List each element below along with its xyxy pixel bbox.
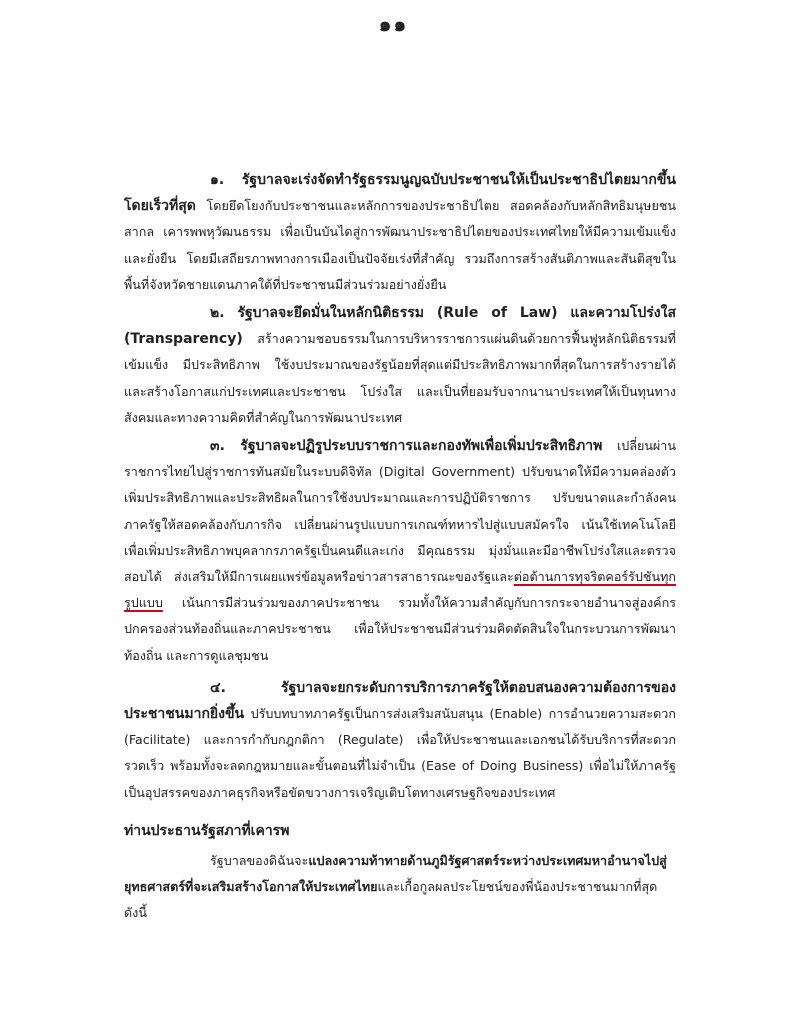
paragraph-4-body: ปรับบทบาทภาครัฐเป็นการส่งเสริมสนับสนุน (Enable) การอำนวยความสะดวก (Facilitate) และการกำกับกฎกติกา (Regulate) เพื่อให้ประชาชนและเอกชนได้รับบริการที่สะดวก รวดเร็ว พร้อมทั้งจะลดกฎหมายและขั้นตอนที่ไม่จำเป็น (Ease of Doing Business) เพื่อไม่ให้ภาครัฐเป็นอุปสรรคของภาคธุรกิจหรือขัดขวางการเจริญเติบโตทางเศรษฐกิจของประเทศ — [124, 706, 676, 800]
paragraph-4-heading: ๔. รัฐบาลจะยกระดับการบริการภาครัฐให้ตอบสนองความต้องการของประชาชนมากยิ่งขึ้น — [124, 679, 676, 723]
paragraph-2-body: สร้างความชอบธรรมในการบริหารราชการแผ่นดินด้วยการฟื้นฟูหลักนิติธรรมที่เข้มแข็ง มีประสิทธิภาพ ใช้งบประมาณของรัฐน้อยที่สุดแต่มีประสิทธิภาพมากที่สุดในการสร้างรายได้และสร้างโอกาสแก่ประเทศและประชาชน โปร่งใส และเป็นที่ยอมรับจากนานาประเทศให้เป็นทุนทางสังคมและทางความคิดที่สำคัญในการพัฒนาประเทศ — [124, 331, 676, 425]
paragraph-4 — [124, 675, 676, 806]
paragraph-3 — [124, 433, 676, 669]
paragraph-2-heading: ๒. รัฐบาลจะยึดมั่นในหลักนิติธรรม (Rule of Law) และความโปร่งใส (Transparency) — [124, 305, 676, 348]
page-number: ๑๑ — [378, 12, 409, 36]
paragraph-2 — [124, 300, 676, 431]
paragraph-1-heading: ๑. รัฐบาลจะเร่งจัดทำรัฐธรรมนูญฉบับประชาชนให้เป็นประชาธิปไตยมากขึ้นโดยเร็วที่สุด — [124, 172, 676, 215]
paragraph-1-body: โดยยึดโยงกับประชาชนและหลักการของประชาธิปไตย สอดคล้องกับหลักสิทธิมนุษยชนสากล เคารพพหุวัฒนธรรม เพื่อเป็นบันไดสู่การพัฒนาประชาธิปไตยของประเทศไทยให้มีความเข้มแข็งและยั่งยืน โดยมีเสถียรภาพทางการเมืองเป็นปัจจัยเร่งที่สำคัญ รวมถึงการสร้างสันติภาพและสันติสุขในพื้นที่จังหวัดชายแดนภาคใต้ที่ประชาชนมีส่วนร่วมอย่างยั่งยืน — [124, 198, 676, 292]
paragraph-3-body-b: เน้นการมีส่วนร่วมของภาคประชาชน รวมทั้งให้ความสำคัญกับการกระจายอำนาจสู่องค์กรปกครองส่วนท้องถิ่นและภาคประชาชน เพื่อให้ประชาชนมีส่วนร่วมคิดตัดสินใจในกระบวนการพัฒนาท้องถิ่น และการดูแลชุมชน — [124, 595, 676, 663]
closing-paragraph — [124, 848, 676, 927]
closing-bold: แปลงความท้าทายด้านภูมิรัฐศาสตร์ระหว่างประเทศมหาอำนาจไปสู่ยุทธศาสตร์ที่จะเสริมสร้างโอกาสให้ประเทศไทย — [124, 853, 667, 895]
address-heading: ท่านประธานรัฐสภาที่เคารพ — [124, 822, 290, 839]
closing-tail: และเกื้อกูลผลประโยชน์ของพี่น้องประชาชนมากที่สุด ดังนี้ — [124, 879, 658, 921]
paragraph-3-body-a: เปลี่ยนผ่านราชการไทยไปสู่ราชการทันสมัยในระบบดิจิทัล (Digital Government) ปรับขนาดให้มีความคล่องตัว เพิ่มประสิทธิภาพและประสิทธิผลในการใช้งบประมาณและการปฏิบัติราชการ ปรับขนาดและกำลังคนภาครัฐให้สอดคล้องกับภารกิจ เปลี่ยนผ่านรูปแบบการเกณฑ์ทหารไปสู่แบบสมัครใจ เน้นใช้เทคโนโลยีเพื่อเพิ่มประสิทธิภาพบุคลากรภาครัฐเป็นคนดีและเก่ง มีคุณธรรม มุ่งมั่นและมีอาชีพโปร่งใสและตรวจสอบได้ ส่งเสริมให้มีการเผยแพร่ข้อมูลหรือข่าวสารสาธารณะของรัฐและ — [124, 438, 676, 585]
closing-lead: รัฐบาลของดิฉันจะ — [210, 853, 309, 869]
paragraph-1 — [124, 167, 676, 298]
document-body — [124, 167, 676, 927]
anti-corruption-highlight: ต่อต้านการทุจริตคอร์รัปชันทุกรูปแบบ — [124, 569, 676, 611]
paragraph-3-heading: ๓. รัฐบาลจะปฏิรูประบบราชการและกองทัพเพื่อเพิ่มประสิทธิภาพ — [210, 438, 603, 455]
